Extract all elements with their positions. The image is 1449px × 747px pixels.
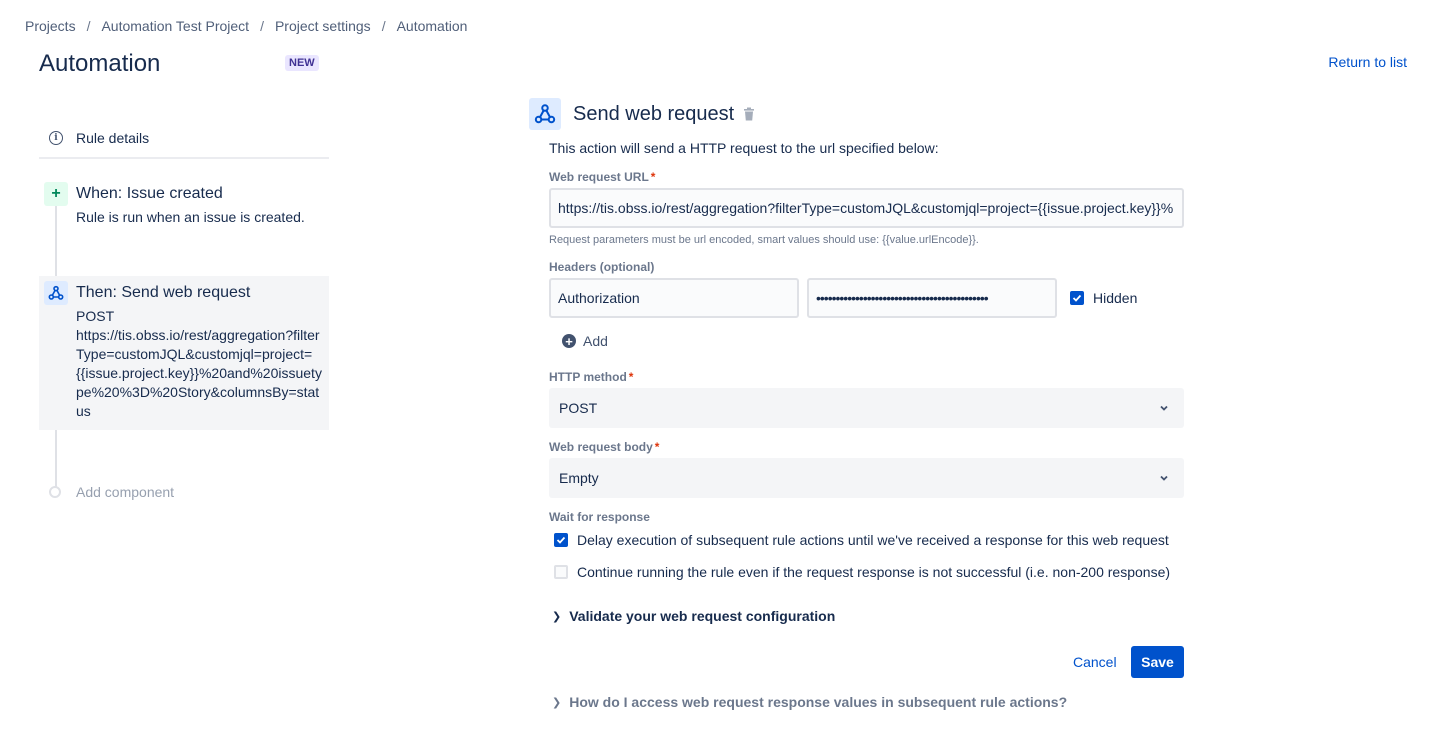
body-label <box>549 440 659 454</box>
trigger-title: When: Issue created <box>76 185 223 202</box>
headers-label: Headers (optional) <box>549 260 655 274</box>
faq-expander[interactable] <box>552 694 1067 710</box>
add-component-label: Add component <box>76 484 175 500</box>
hidden-label: Hidden <box>1093 290 1138 306</box>
action-description: POST https://tis.obss.io/rest/aggregation?filterType=customJQL&customjql=project= {{issue.project.key}}%20and%20issuetype%20%3D%20Story&columnsBy=status <box>76 308 322 419</box>
webhook-icon <box>44 281 68 305</box>
checkbox-checked-icon[interactable] <box>554 533 568 547</box>
chevron-down-icon <box>1158 472 1170 484</box>
breadcrumb-project[interactable]: Automation Test Project <box>101 18 250 34</box>
webhook-icon <box>529 98 561 130</box>
breadcrumb-project-settings[interactable]: Project settings <box>274 18 371 34</box>
hidden-checkbox[interactable] <box>1070 290 1137 306</box>
web-request-body-value: Empty <box>559 470 599 486</box>
header-name-input[interactable]: Authorization <box>549 278 799 318</box>
method-label <box>549 370 633 384</box>
page-title: Automation <box>39 50 161 77</box>
return-to-list-link[interactable]: Return to list <box>1328 54 1407 70</box>
http-method-select[interactable] <box>549 388 1184 428</box>
breadcrumb <box>25 18 467 34</box>
add-component-circle-icon <box>49 486 61 498</box>
plus-icon: + <box>44 182 68 206</box>
url-label <box>549 170 655 184</box>
action-component[interactable] <box>39 276 329 430</box>
trigger-description: Rule is run when an issue is created. <box>76 209 305 225</box>
breadcrumb-separator: / <box>381 18 386 34</box>
checkbox-unchecked-icon[interactable] <box>554 565 568 579</box>
chevron-down-icon <box>1158 402 1170 414</box>
action-title: Then: Send web request <box>76 284 251 301</box>
url-label-text: Web request URL <box>549 170 649 184</box>
web-request-body-select[interactable] <box>549 458 1184 498</box>
chevron-right-icon: ❯ <box>552 696 562 709</box>
breadcrumb-projects[interactable]: Projects <box>25 18 76 34</box>
header-value-input[interactable]: •••••••••••••••••••••••••••••••••••••••••••• <box>807 278 1057 318</box>
wait-label: Wait for response <box>549 510 650 524</box>
new-badge: NEW <box>285 55 319 71</box>
info-icon: i <box>49 131 63 145</box>
trigger-component[interactable] <box>39 180 329 240</box>
panel-description: This action will send a HTTP request to the url specified below: <box>549 140 939 156</box>
url-input[interactable]: https://tis.obss.io/rest/aggregation?filterType=customJQL&customjql=project={{issue.project.key}}% <box>549 188 1184 228</box>
continue-running-label: Continue running the rule even if the request response is not successful (i.e. non-200 response) <box>577 564 1171 580</box>
breadcrumb-automation[interactable]: Automation <box>396 18 468 34</box>
panel-title: Send web request <box>573 103 735 125</box>
rule-details-label: Rule details <box>76 129 150 146</box>
trash-icon[interactable] <box>742 107 756 121</box>
rule-details-item[interactable] <box>39 118 329 159</box>
required-asterisk: * <box>650 170 656 184</box>
add-header-label: Add <box>583 333 608 349</box>
chevron-right-icon: ❯ <box>552 610 562 623</box>
required-asterisk: * <box>628 370 634 384</box>
required-asterisk: * <box>654 440 660 454</box>
delay-execution-checkbox[interactable] <box>554 532 1169 548</box>
validate-config-expander[interactable] <box>552 608 835 624</box>
http-method-value: POST <box>559 400 598 416</box>
delay-execution-label: Delay execution of subsequent rule actions until we've received a response for this web request <box>577 532 1169 548</box>
faq-label: How do I access web request response values in subsequent rule actions? <box>569 694 1068 710</box>
checkbox-checked-icon[interactable] <box>1070 291 1084 305</box>
url-helper-text: Request parameters must be url encoded, smart values should use: {{value.urlEncode}}. <box>549 234 979 246</box>
add-circle-icon: + <box>562 334 576 348</box>
method-label-text: HTTP method <box>549 370 627 384</box>
add-component-button[interactable] <box>49 484 174 500</box>
save-button[interactable]: Save <box>1131 646 1184 678</box>
body-label-text: Web request body <box>549 440 653 454</box>
add-header-button[interactable] <box>562 333 608 349</box>
breadcrumb-separator: / <box>86 18 91 34</box>
breadcrumb-separator: / <box>260 18 264 34</box>
cancel-button[interactable]: Cancel <box>1073 654 1117 670</box>
continue-running-checkbox[interactable] <box>554 564 1170 580</box>
validate-config-label: Validate your web request configuration <box>569 608 836 624</box>
